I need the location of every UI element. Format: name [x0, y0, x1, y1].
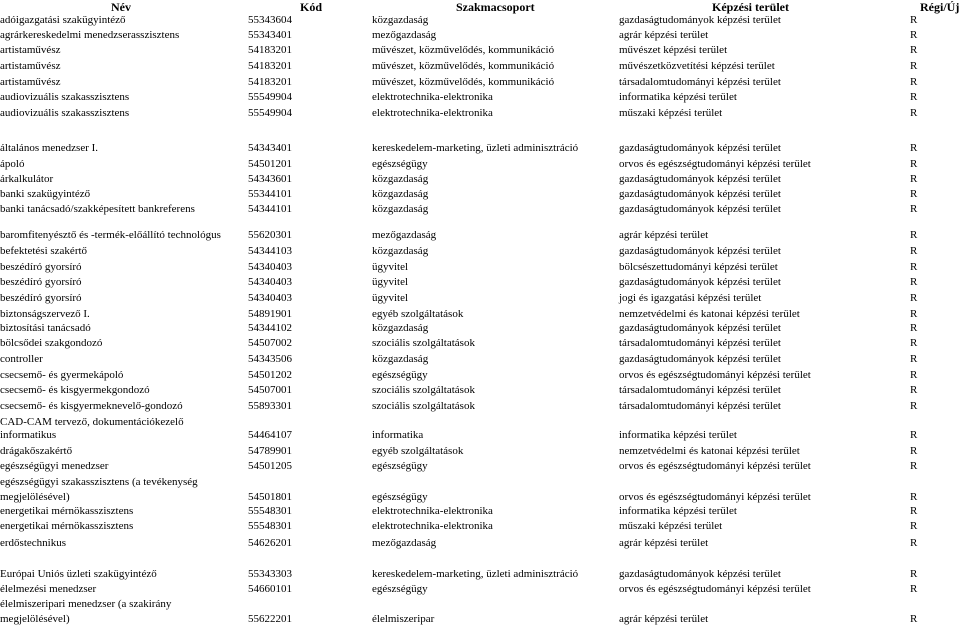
row-status: R — [910, 537, 918, 549]
row-code: 54464107 — [248, 429, 292, 441]
row-code: 54501202 — [248, 369, 292, 381]
table-row — [0, 60, 959, 75]
row-status: R — [910, 60, 918, 72]
row-group: közgazdaság — [372, 245, 429, 257]
row-name: CAD-CAM tervező, dokumentációkezelő — [0, 416, 184, 428]
row-status: R — [910, 142, 918, 154]
row-area: informatika képzési terület — [619, 429, 737, 441]
table-row — [0, 44, 959, 59]
row-group: mezőgazdaság — [372, 29, 437, 41]
table-row — [0, 292, 959, 307]
row-group: élelmiszeripar — [372, 613, 435, 625]
header-kepzesi-terulet: Képzési terület — [712, 0, 789, 14]
row-name: artistaművész — [0, 60, 61, 72]
row-group: elektrotechnika-elektronika — [372, 91, 493, 103]
row-area: gazdaságtudományok képzési terület — [619, 568, 781, 580]
row-code: 54343401 — [248, 142, 292, 154]
row-status: R — [910, 353, 918, 365]
row-group: egészségügy — [372, 369, 428, 381]
row-area: társadalomtudományi képzési terület — [619, 384, 781, 396]
row-code: 55549904 — [248, 91, 292, 103]
row-area: gazdaságtudományok képzési terület — [619, 173, 781, 185]
row-name: artistaművész — [0, 44, 61, 56]
table-row — [0, 188, 959, 203]
row-group: elektrotechnika-elektronika — [372, 520, 493, 532]
row-name: informatikus — [0, 429, 57, 441]
row-code: 55549904 — [248, 107, 292, 119]
row-status: R — [910, 76, 918, 88]
row-group: egyéb szolgáltatások — [372, 445, 464, 457]
table-row — [0, 460, 959, 475]
row-area: orvos és egészségtudományi képzési terület — [619, 369, 811, 381]
row-status: R — [910, 91, 918, 103]
row-group: egyéb szolgáltatások — [372, 308, 464, 320]
row-area: orvos és egészségtudományi képzési terület — [619, 491, 811, 503]
row-code: 55620301 — [248, 229, 292, 241]
row-code: 54183201 — [248, 76, 292, 88]
row-area: gazdaságtudományok képzési terület — [619, 14, 781, 26]
row-area: nemzetvédelmi és katonai képzési terület — [619, 445, 800, 457]
row-status: R — [910, 229, 918, 241]
row-area: műszaki képzési terület — [619, 520, 723, 532]
row-area: gazdaságtudományok képzési terület — [619, 276, 781, 288]
row-code: 54501801 — [248, 491, 292, 503]
row-group: egészségügy — [372, 460, 428, 472]
row-area: agrár képzési terület — [619, 229, 709, 241]
row-name: egészségügyi menedzser — [0, 460, 109, 472]
row-status: R — [910, 460, 918, 472]
row-group: ügyvitel — [372, 276, 409, 288]
row-code: 55343303 — [248, 568, 292, 580]
row-group: szociális szolgáltatások — [372, 337, 475, 349]
row-group: elektrotechnika-elektronika — [372, 505, 493, 517]
row-status: R — [910, 173, 918, 185]
table-row — [0, 384, 959, 399]
row-code: 54343506 — [248, 353, 292, 365]
row-status: R — [910, 44, 918, 56]
row-name: biztosítási tanácsadó — [0, 322, 91, 334]
row-code: 54340403 — [248, 276, 292, 288]
row-area: társadalomtudományi képzési terület — [619, 337, 781, 349]
row-group: közgazdaság — [372, 14, 429, 26]
row-name: artistaművész — [0, 76, 61, 88]
row-code: 54344101 — [248, 203, 292, 215]
table-row — [0, 276, 959, 291]
row-name: általános menedzser I. — [0, 142, 99, 154]
row-name: adóigazgatási szakügyintéző — [0, 14, 126, 26]
row-area: informatika képzési terület — [619, 505, 737, 517]
row-name: energetikai mérnökasszisztens — [0, 520, 134, 532]
row-name: audiovizuális szakasszisztens — [0, 91, 130, 103]
row-status: R — [910, 107, 918, 119]
row-name: banki tanácsadó/szakképesített bankreferens — [0, 203, 195, 215]
row-group: informatika — [372, 429, 424, 441]
row-code: 54891901 — [248, 308, 292, 320]
table-row — [0, 400, 959, 415]
row-name: agrárkereskedelmi menedzserasszisztens — [0, 29, 180, 41]
row-area: gazdaságtudományok képzési terület — [619, 203, 781, 215]
row-code: 55893301 — [248, 400, 292, 412]
row-name: befektetési szakértő — [0, 245, 88, 257]
row-name: baromfitenyésztő és -termék-előállító technológus — [0, 229, 221, 241]
row-area: művészet képzési terület — [619, 44, 728, 56]
row-status: R — [910, 613, 918, 625]
table-row — [0, 537, 959, 552]
row-group: mezőgazdaság — [372, 537, 437, 549]
table-row — [0, 491, 959, 506]
row-name: árkalkulátor — [0, 173, 54, 185]
row-group: szociális szolgáltatások — [372, 384, 475, 396]
row-code: 54344103 — [248, 245, 292, 257]
row-name: energetikai mérnökasszisztens — [0, 505, 134, 517]
row-group: közgazdaság — [372, 188, 429, 200]
row-name: controller — [0, 353, 43, 365]
table-row — [0, 14, 959, 29]
row-code: 55344101 — [248, 188, 292, 200]
row-group: kereskedelem-marketing, üzleti adminisztráció — [372, 142, 579, 154]
row-area: orvos és egészségtudományi képzési terület — [619, 583, 811, 595]
row-group: egészségügy — [372, 491, 428, 503]
row-group: művészet, közművelődés, kommunikáció — [372, 44, 555, 56]
row-status: R — [910, 14, 918, 26]
row-status: R — [910, 384, 918, 396]
row-area: gazdaságtudományok képzési terület — [619, 245, 781, 257]
row-name: beszédíró gyorsíró — [0, 276, 82, 288]
row-name: biztonságszervező I. — [0, 308, 90, 320]
row-name: csecsemő- és kisgyermeknevelő-gondozó — [0, 400, 183, 412]
table-row — [0, 598, 959, 613]
row-group: művészet, közművelődés, kommunikáció — [372, 60, 555, 72]
row-status: R — [910, 520, 918, 532]
row-area: gazdaságtudományok képzési terület — [619, 322, 781, 334]
row-code: 54344102 — [248, 322, 292, 334]
row-status: R — [910, 158, 918, 170]
row-group: egészségügy — [372, 583, 428, 595]
row-code: 54340403 — [248, 261, 292, 273]
row-code: 54183201 — [248, 44, 292, 56]
row-status: R — [910, 292, 918, 304]
row-code: 55622201 — [248, 613, 292, 625]
table-row — [0, 308, 959, 323]
row-name: drágakőszakértő — [0, 445, 73, 457]
table-row — [0, 76, 959, 91]
row-group: közgazdaság — [372, 322, 429, 334]
row-area: műszaki képzési terület — [619, 107, 723, 119]
row-name: élelmiszeripari menedzser (a szakirány — [0, 598, 172, 610]
row-code: 55548301 — [248, 520, 292, 532]
row-group: elektrotechnika-elektronika — [372, 107, 493, 119]
table-row — [0, 261, 959, 276]
table-row — [0, 29, 959, 44]
row-area: jogi és igazgatási képzési terület — [619, 292, 762, 304]
row-code: 55343604 — [248, 14, 292, 26]
row-status: R — [910, 429, 918, 441]
row-area: agrár képzési terület — [619, 537, 709, 549]
table-row — [0, 568, 959, 583]
row-status: R — [910, 188, 918, 200]
row-status: R — [910, 400, 918, 412]
row-status: R — [910, 203, 918, 215]
row-area: bölcsészettudományi képzési terület — [619, 261, 778, 273]
row-code: 54507001 — [248, 384, 292, 396]
row-status: R — [910, 568, 918, 580]
row-code: 54626201 — [248, 537, 292, 549]
row-group: művészet, közművelődés, kommunikáció — [372, 76, 555, 88]
row-area: gazdaságtudományok képzési terület — [619, 142, 781, 154]
row-area: társadalomtudományi képzési terület — [619, 400, 781, 412]
row-name: egészségügyi szakasszisztens (a tevékenység — [0, 476, 198, 488]
table-row — [0, 203, 959, 218]
table-row — [0, 91, 959, 106]
header-nev: Név — [111, 0, 131, 14]
row-code: 54343601 — [248, 173, 292, 185]
row-status: R — [910, 491, 918, 503]
row-area: agrár képzési terület — [619, 29, 709, 41]
table-row — [0, 337, 959, 352]
row-code: 54501205 — [248, 460, 292, 472]
row-status: R — [910, 308, 918, 320]
row-name: bölcsődei szakgondozó — [0, 337, 103, 349]
row-group: egészségügy — [372, 158, 428, 170]
header-kod: Kód — [300, 0, 323, 14]
table-row — [0, 107, 959, 122]
table-row — [0, 142, 959, 157]
row-code: 55343401 — [248, 29, 292, 41]
table-row — [0, 613, 959, 628]
row-code: 54501201 — [248, 158, 292, 170]
table-row — [0, 583, 959, 598]
row-area: művészetközvetítési képzési terület — [619, 60, 775, 72]
row-area: nemzetvédelmi és katonai képzési terület — [619, 308, 800, 320]
row-status: R — [910, 322, 918, 334]
row-status: R — [910, 261, 918, 273]
row-area: agrár képzési terület — [619, 613, 709, 625]
row-status: R — [910, 505, 918, 517]
table-row — [0, 520, 959, 535]
row-group: ügyvitel — [372, 292, 409, 304]
table-row — [0, 322, 959, 337]
table-row — [0, 229, 959, 244]
table-row — [0, 369, 959, 384]
row-name: beszédíró gyorsíró — [0, 292, 82, 304]
row-status: R — [910, 445, 918, 457]
row-group: ügyvitel — [372, 261, 409, 273]
row-name: beszédíró gyorsíró — [0, 261, 82, 273]
header-szakmacsoport: Szakmacsoport — [456, 0, 535, 14]
table-row — [0, 429, 959, 444]
row-area: társadalomtudományi képzési terület — [619, 76, 781, 88]
row-area: orvos és egészségtudományi képzési terület — [619, 460, 811, 472]
row-area: gazdaságtudományok képzési terület — [619, 353, 781, 365]
row-status: R — [910, 583, 918, 595]
row-name: élelmezési menedzser — [0, 583, 97, 595]
row-status: R — [910, 245, 918, 257]
row-group: közgazdaság — [372, 173, 429, 185]
table-row — [0, 505, 959, 520]
header-regi-uj: Régi/Új — [920, 0, 959, 14]
row-name: megjelölésével) — [0, 613, 70, 625]
row-name: megjelölésével) — [0, 491, 70, 503]
row-status: R — [910, 369, 918, 381]
row-group: mezőgazdaság — [372, 229, 437, 241]
row-area: informatika képzési terület — [619, 91, 737, 103]
row-name: ápoló — [0, 158, 25, 170]
table-row — [0, 158, 959, 173]
row-code: 55548301 — [248, 505, 292, 517]
row-status: R — [910, 29, 918, 41]
row-name: banki szakügyintéző — [0, 188, 91, 200]
row-area: orvos és egészségtudományi képzési terület — [619, 158, 811, 170]
table-row — [0, 245, 959, 260]
row-name: erdőstechnikus — [0, 537, 66, 549]
row-code: 54507002 — [248, 337, 292, 349]
table-row — [0, 445, 959, 460]
table-row — [0, 173, 959, 188]
row-name: audiovizuális szakasszisztens — [0, 107, 130, 119]
row-name: Európai Uniós üzleti szakügyintéző — [0, 568, 157, 580]
row-group: közgazdaság — [372, 203, 429, 215]
row-group: szociális szolgáltatások — [372, 400, 475, 412]
table-row — [0, 476, 959, 491]
row-status: R — [910, 276, 918, 288]
row-group: közgazdaság — [372, 353, 429, 365]
row-code: 54789901 — [248, 445, 292, 457]
row-code: 54660101 — [248, 583, 292, 595]
row-name: csecsemő- és kisgyermekgondozó — [0, 384, 150, 396]
row-code: 54183201 — [248, 60, 292, 72]
row-group: kereskedelem-marketing, üzleti adminisztráció — [372, 568, 579, 580]
table-row — [0, 353, 959, 368]
row-code: 54340403 — [248, 292, 292, 304]
row-area: gazdaságtudományok képzési terület — [619, 188, 781, 200]
row-status: R — [910, 337, 918, 349]
row-name: csecsemő- és gyermekápoló — [0, 369, 124, 381]
